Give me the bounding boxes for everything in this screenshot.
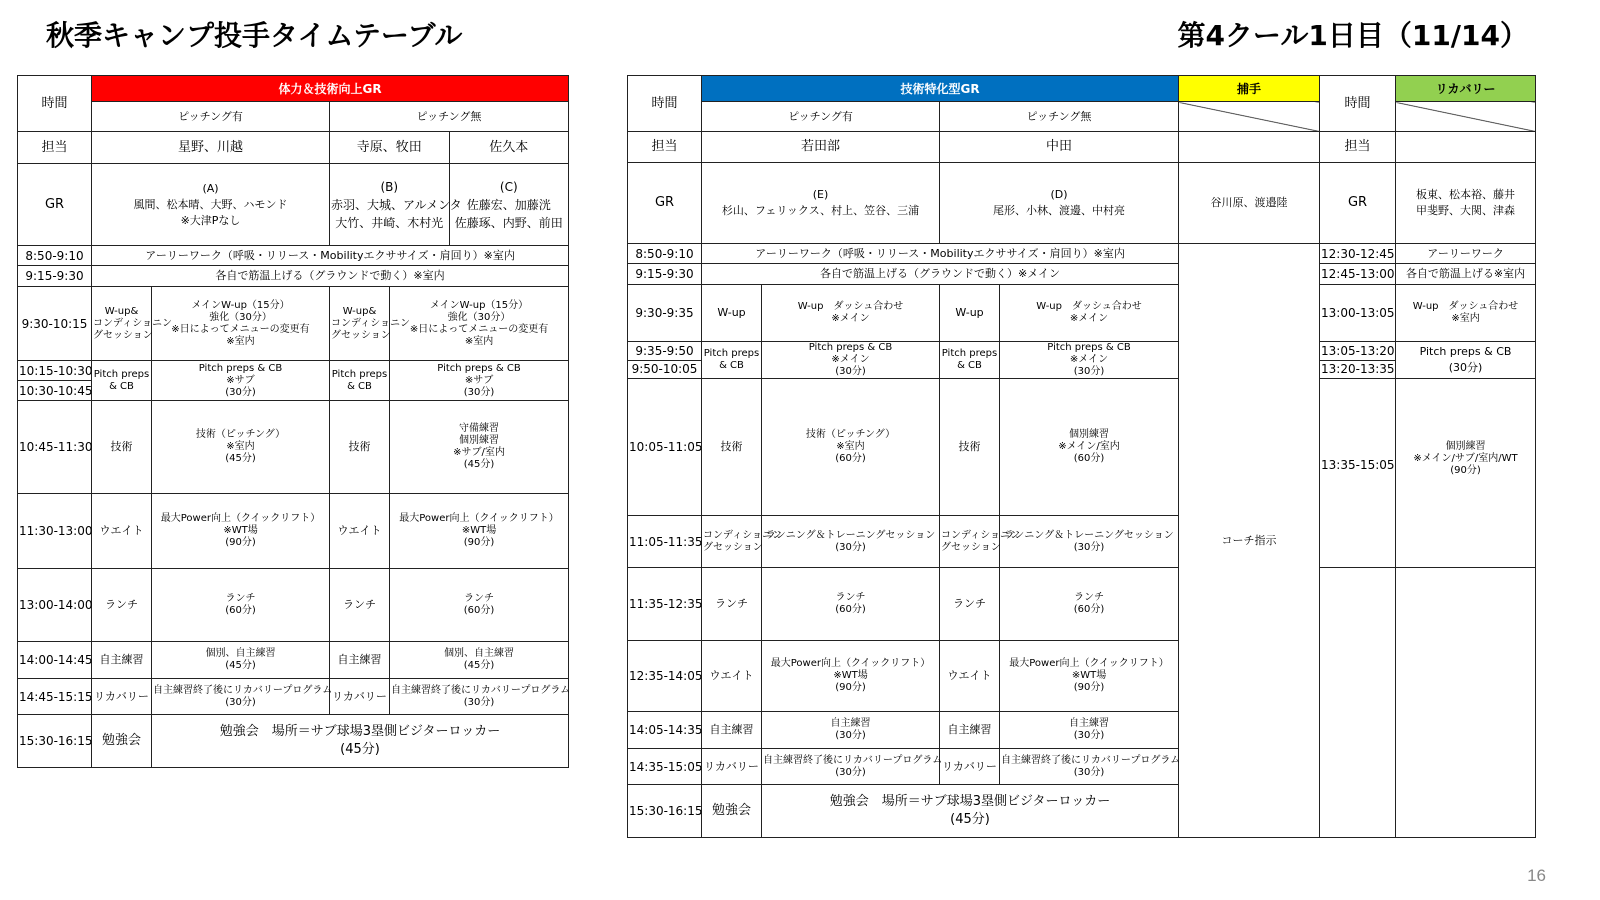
tanto-b — [330, 132, 569, 164]
tech-a-detail — [152, 401, 330, 494]
gr-label: GR — [628, 163, 702, 244]
time-cell: 10:05-11:05 — [628, 379, 702, 516]
main-wup-b — [390, 287, 569, 361]
lunch-a: ランチ — [92, 569, 152, 642]
recovery-e-detail — [762, 749, 943, 785]
recovery-time-cell: 13:00-13:05 — [1320, 285, 1396, 342]
cell-line: 個別練習 — [1445, 441, 1486, 452]
tanto-label: 担当 — [628, 132, 702, 163]
pitch-preps-a-detail — [152, 361, 330, 401]
tech-b-detail — [390, 401, 569, 494]
cell-line: ※日によってメニューの変更有 — [409, 323, 549, 335]
tanto-label-2: 担当 — [1320, 132, 1396, 163]
pitch-preps-e-detail — [762, 342, 940, 379]
cell-line: ランニング＆トレーニングセッション — [765, 529, 936, 541]
cell-line: 風間、松本晴、大野、ハモンド — [133, 197, 288, 211]
cell-line: 個別、自主練習 — [205, 648, 276, 659]
cell-line: ※WT場 — [1071, 670, 1107, 681]
cell-line: ※メイン/室内 — [1058, 441, 1120, 452]
tanto-c-name: 佐久本 — [489, 139, 529, 155]
cell-line: 個別練習 — [459, 435, 500, 446]
cell-line: 自主練習 — [1069, 718, 1110, 729]
pitching-yes-header: ピッチング有 — [702, 102, 940, 132]
cell-line: ランチ — [464, 593, 495, 604]
left-schedule-table — [17, 75, 569, 768]
cell-line: (45分) — [463, 459, 495, 470]
cell-line: 最大Power向上（クイックリフト） — [160, 513, 321, 524]
cell-line: (90分) — [1073, 682, 1105, 693]
cell-line: (60分) — [835, 453, 866, 464]
time-cell: 10:30-10:45 — [18, 381, 92, 401]
self-practice-d-detail — [1000, 712, 1179, 749]
cell-line: ランチ — [835, 592, 866, 603]
lunch-b-detail — [390, 569, 569, 642]
time-cell: 14:35-15:05 — [628, 749, 702, 785]
tech-b: 技術 — [330, 401, 390, 494]
cell-line: (30分) — [225, 696, 256, 708]
cell-line: ※WT場 — [461, 525, 497, 536]
study-session-detail — [762, 785, 1179, 838]
time-header: 時間 — [628, 76, 702, 132]
cell-line: (60分) — [463, 605, 495, 616]
cell-line: ※メイン — [831, 313, 870, 324]
pitching-no-header: ピッチング無 — [940, 102, 1179, 132]
wup-d-detail — [1000, 285, 1179, 342]
recovery-pitch-preps — [1396, 342, 1536, 379]
self-practice-e: 自主練習 — [702, 712, 762, 749]
cell-line: ※室内 — [226, 441, 255, 452]
lunch-e-detail — [762, 568, 940, 641]
cell-line: ※サブ — [464, 374, 494, 386]
cell-line: ※サブ/室内 — [453, 447, 505, 458]
cell-line: ※サブ — [226, 374, 255, 386]
wup-a — [92, 287, 172, 361]
cell-line: Pitch preps — [941, 348, 998, 359]
tech-a: 技術 — [92, 401, 152, 494]
tech-d-detail — [1000, 379, 1179, 516]
gr-e — [702, 163, 940, 244]
cell-line: (60分) — [1073, 604, 1105, 615]
cell-line: (90分) — [1450, 465, 1481, 476]
tanto-b-name: 寺原、牧田 — [330, 132, 449, 163]
recovery-individual — [1396, 379, 1536, 568]
conditioning-e-detail — [762, 516, 940, 568]
group-header-tech: 技術特化型GR — [702, 76, 1179, 102]
cell-line: Pitch preps & CB — [1419, 345, 1512, 358]
main-wup-a — [152, 287, 330, 361]
time-cell: 14:45-15:15 — [18, 679, 92, 715]
cell-line: 技術（ピッチング） — [195, 429, 286, 440]
recovery-empty — [1396, 568, 1536, 838]
recovery-a-detail — [152, 679, 333, 715]
conditioning-d-detail — [1000, 516, 1179, 568]
gr-recovery — [1396, 163, 1536, 244]
time-cell: 11:35-12:35 — [628, 568, 702, 641]
time-cell: 11:05-11:35 — [628, 516, 702, 568]
cell-line: ランニング＆トレーニングセッション — [1004, 529, 1174, 541]
lunch-e: ランチ — [702, 568, 762, 641]
right-schedule-table — [627, 75, 1536, 838]
recovery-b: リカバリー — [330, 679, 390, 715]
study-session: 勉強会 — [92, 715, 152, 768]
study-session-detail — [152, 715, 569, 768]
cell-line: 佐藤宏、加藤洸 — [466, 197, 551, 212]
cell-line: (30分) — [1073, 541, 1105, 553]
cell-line: W-up ダッシュ合わせ — [797, 301, 904, 312]
cell-line: W-up& — [104, 305, 139, 317]
cell-line: 最大Power向上（クイックリフト） — [1009, 658, 1169, 669]
gr-catcher: 谷川原、渡邉陸 — [1179, 163, 1320, 244]
cell-line: ※日によってメニューの変更有 — [171, 323, 310, 335]
conditioning-d — [940, 516, 1020, 568]
weight-d-detail — [1000, 641, 1179, 712]
cell-line: メインW-up（15分） — [429, 299, 529, 311]
cell-line: (30分) — [463, 696, 495, 708]
cell-line: グセッション — [703, 541, 763, 553]
warm-up-self: 各自で筋温上げる（グラウンドで動く）※室内 — [92, 266, 569, 287]
cell-line: ランチ — [1074, 592, 1105, 603]
gr-label-2: GR — [1320, 163, 1396, 244]
weight-a-detail — [152, 494, 330, 569]
tanto-catcher — [1179, 132, 1320, 163]
time-header-2: 時間 — [1320, 76, 1396, 132]
cell-line: 甲斐野、大関、津森 — [1416, 204, 1516, 217]
recovery-time-cell: 12:45-13:00 — [1320, 264, 1396, 285]
cell-line: グセッション — [93, 329, 153, 341]
cell-line: 強化（30分） — [447, 311, 511, 323]
cell-line: ※室内 — [1451, 313, 1480, 324]
recovery-d-detail — [1000, 749, 1179, 785]
cell-line: (30分) — [835, 541, 866, 553]
cell-line: & CB — [719, 360, 744, 371]
pitch-preps-d-detail — [1000, 342, 1179, 379]
time-cell: 10:15-10:30 — [18, 361, 92, 381]
cell-line: 杉山、フェリックス、村上、笠谷、三浦 — [721, 204, 920, 217]
time-cell: 14:05-14:35 — [628, 712, 702, 749]
cell-line: ランチ — [225, 593, 256, 604]
recovery-empty-time — [1320, 568, 1396, 838]
time-cell: 13:00-14:00 — [18, 569, 92, 642]
time-cell: 9:30-10:15 — [18, 287, 92, 361]
lunch-b: ランチ — [330, 569, 390, 642]
gr-label: GR — [18, 164, 92, 246]
cell-line: 最大Power向上（クイックリフト） — [399, 513, 559, 524]
cell-line: (30分) — [1448, 361, 1483, 374]
cell-line: W-up ダッシュ合わせ — [1036, 301, 1142, 312]
weight-b-detail — [390, 494, 569, 569]
recovery-time-cell: 13:20-13:35 — [1320, 360, 1396, 379]
cell-line: Pitch preps & CB — [808, 342, 893, 353]
cell-line: ※メイン — [1069, 313, 1109, 324]
self-practice-d: 自主練習 — [940, 712, 1000, 749]
recovery-wup — [1396, 285, 1536, 342]
lunch-d-detail — [1000, 568, 1179, 641]
time-cell: 8:50-9:10 — [18, 246, 92, 266]
tanto-d: 中田 — [940, 132, 1179, 163]
weight-d: ウエイト — [940, 641, 1000, 712]
cell-line: (45分) — [950, 812, 990, 827]
cell-line: 自主練習終了後にリカバリープログラム — [763, 754, 943, 766]
time-cell: 14:00-14:45 — [18, 642, 92, 679]
cell-line: (E) — [812, 188, 829, 201]
warm-up-self: 各自で筋温上げる（グラウンドで動く）※メイン — [702, 264, 1179, 285]
gr-d — [940, 163, 1179, 244]
cell-line: (60分) — [835, 604, 866, 615]
weight-e: ウエイト — [702, 641, 762, 712]
wup-e: W-up — [702, 285, 762, 342]
cell-line: W-up ダッシュ合わせ — [1412, 301, 1519, 312]
time-cell: 15:30-16:15 — [18, 715, 92, 768]
cell-line: 技術（ピッチング） — [805, 429, 896, 440]
time-cell: 9:15-9:30 — [628, 264, 702, 285]
pitch-preps-d — [940, 342, 1000, 379]
study-session: 勉強会 — [702, 785, 762, 838]
cell-line: 個別、自主練習 — [444, 648, 515, 659]
pitch-preps-b-detail — [390, 361, 569, 401]
lunch-a-detail — [152, 569, 330, 642]
cell-line: ※メイン/サブ/室内/WT — [1413, 453, 1518, 464]
recovery-time-cell: 13:35-15:05 — [1320, 379, 1396, 568]
time-cell: 9:35-9:50 — [628, 342, 702, 361]
recovery-time-cell: 12:30-12:45 — [1320, 244, 1396, 264]
cell-line: (D) — [1050, 188, 1068, 201]
cell-line: 個別練習 — [1069, 429, 1110, 440]
cell-line: (30分) — [225, 386, 256, 398]
time-cell: 11:30-13:00 — [18, 494, 92, 569]
self-practice-b-detail — [390, 642, 569, 679]
recovery-e: リカバリー — [702, 749, 762, 785]
wup-e-detail — [762, 285, 940, 342]
cell-line: メインW-up（15分） — [191, 299, 290, 311]
cell-line: ※メイン — [831, 354, 870, 365]
tanto-recovery — [1396, 132, 1536, 163]
tanto-a: 星野、川越 — [92, 132, 330, 164]
cell-line: (A) — [202, 181, 219, 195]
cell-line: Pitch preps & CB — [198, 362, 283, 374]
cell-line: (45分) — [340, 742, 380, 757]
cell-line: (90分) — [225, 537, 256, 548]
self-practice-b: 自主練習 — [330, 642, 390, 679]
gr-c — [449, 164, 568, 245]
pitch-preps-e — [702, 342, 762, 379]
cell-line: ※WT場 — [223, 525, 258, 536]
page-subtitle: 第4クール1日目（11/14） — [1177, 19, 1528, 52]
self-practice-a: 自主練習 — [92, 642, 152, 679]
wup-b — [330, 287, 410, 361]
self-practice-a-detail — [152, 642, 330, 679]
time-header: 時間 — [18, 76, 92, 132]
cell-line: 佐藤琢、内野、前田 — [454, 215, 563, 230]
cell-line: 自主練習終了後にリカバリープログラム — [391, 684, 571, 696]
cell-line: 強化（30分） — [209, 311, 272, 323]
gr-a — [92, 164, 330, 246]
recovery-warm: 各自で筋温上げる※室内 — [1396, 264, 1536, 285]
weight-e-detail — [762, 641, 940, 712]
early-work: アーリーワーク（呼吸・リリース・Mobilityエクササイズ・肩回り）※室内 — [92, 246, 569, 266]
cell-line: (30分) — [835, 730, 866, 741]
cell-line: & CB — [347, 380, 372, 392]
cell-line: 勉強会 場所＝サブ球場3塁側ビジターロッカー — [219, 724, 501, 739]
conditioning-e — [702, 516, 782, 568]
cell-line: グセッション — [941, 541, 1001, 553]
time-cell: 9:15-9:30 — [18, 266, 92, 287]
self-practice-e-detail — [762, 712, 940, 749]
gr-b — [330, 164, 462, 245]
cell-line: 自主練習終了後にリカバリープログラム — [1001, 754, 1181, 766]
page-title: 秋季キャンプ投手タイムテーブル — [46, 19, 463, 52]
cell-line: (30分) — [835, 366, 866, 377]
recovery-a: リカバリー — [92, 679, 152, 715]
time-cell: 9:50-10:05 — [628, 360, 702, 379]
cell-line: 最大Power向上（クイックリフト） — [770, 658, 931, 669]
cell-line: コンディショニン — [93, 317, 172, 329]
cell-line: Pitch preps & CB — [437, 362, 521, 374]
tech-e-detail — [762, 379, 940, 516]
cell-line: Pitch preps — [703, 348, 760, 359]
weight-b: ウエイト — [330, 494, 390, 569]
cell-line: (30分) — [463, 386, 495, 398]
time-cell: 9:30-9:35 — [628, 285, 702, 342]
cell-line: (B) — [380, 179, 399, 194]
weight-a: ウエイト — [92, 494, 152, 569]
cell-line: グセッション — [331, 329, 391, 341]
cell-line: 大竹、井崎、木村光 — [335, 215, 444, 230]
cell-line: 自主練習 — [830, 718, 871, 729]
cell-line: 守備練習 — [459, 423, 500, 434]
page-number: 16 — [1527, 866, 1546, 885]
cell-line: 尾形、小林、渡邊、中村亮 — [993, 204, 1126, 217]
cell-line: ※大津Pなし — [180, 213, 241, 227]
cell-line: & CB — [957, 360, 982, 371]
time-cell: 12:35-14:05 — [628, 641, 702, 712]
cell-line: Pitch preps & CB — [1047, 342, 1131, 353]
cell-line: ※室内 — [464, 335, 494, 347]
tech-e: 技術 — [702, 379, 762, 516]
catcher-header: 捕手 — [1179, 76, 1320, 102]
cell-line: Pitch preps — [93, 368, 150, 380]
cell-line: (30分) — [1073, 730, 1105, 741]
recovery-time-cell: 13:05-13:20 — [1320, 342, 1396, 361]
cell-line: (C) — [499, 179, 518, 194]
cell-line: 板東、松本裕、藤井 — [1416, 188, 1516, 201]
recovery-early-work: アーリーワーク — [1396, 244, 1536, 264]
time-cell: 8:50-9:10 — [628, 244, 702, 264]
early-work: アーリーワーク（呼吸・リリース・Mobilityエクササイズ・肩回り）※室内 — [702, 244, 1179, 264]
coach-instruction: コーチ指示 — [1179, 244, 1320, 838]
tanto-e: 若田部 — [702, 132, 940, 163]
cell-line: (60分) — [1073, 453, 1105, 464]
cell-line: W-up& — [342, 305, 377, 317]
time-cell: 15:30-16:15 — [628, 785, 702, 838]
cell-line: (45分) — [463, 660, 495, 671]
pitch-preps-a — [92, 361, 152, 401]
pitching-yes-header: ピッチング有 — [92, 102, 330, 132]
cell-line: (90分) — [835, 682, 866, 693]
cell-line: コンディショニン — [941, 529, 1020, 541]
cell-line: (30分) — [1073, 766, 1105, 778]
time-cell: 10:45-11:30 — [18, 401, 92, 494]
cell-line: 勉強会 場所＝サブ球場3塁側ビジターロッカー — [829, 794, 1111, 809]
cell-line: 赤羽、大城、アルメンタ — [331, 197, 462, 212]
cell-line: 自主練習終了後にリカバリープログラム — [153, 684, 333, 696]
cell-line: ※室内 — [226, 335, 255, 347]
cell-line: Pitch preps — [331, 368, 388, 380]
recovery-d: リカバリー — [940, 749, 1000, 785]
lunch-d: ランチ — [940, 568, 1000, 641]
gr-bc — [330, 164, 569, 246]
cell-line: (45分) — [225, 660, 256, 671]
wup-d: W-up — [940, 285, 1000, 342]
tanto-label: 担当 — [18, 132, 92, 164]
cell-line: (45分) — [225, 453, 256, 464]
pitching-no-header: ピッチング無 — [330, 102, 569, 132]
recovery-header: リカバリー — [1396, 76, 1536, 102]
cell-line: ※メイン — [1069, 354, 1109, 365]
tech-d: 技術 — [940, 379, 1000, 516]
catcher-diagonal — [1179, 102, 1320, 132]
cell-line: ※室内 — [836, 441, 865, 452]
recovery-diagonal — [1396, 102, 1536, 132]
pitch-preps-b — [330, 361, 390, 401]
cell-line: ※WT場 — [833, 670, 868, 681]
cell-line: コンディショニン — [331, 317, 410, 329]
cell-line: (60分) — [225, 605, 256, 616]
cell-line: (90分) — [463, 537, 495, 548]
group-header-stamina: 体力＆技術向上GR — [92, 76, 569, 102]
cell-line: (30分) — [1073, 366, 1105, 377]
cell-line: & CB — [109, 380, 134, 392]
cell-line: (30分) — [835, 766, 866, 778]
cell-line: コンディショニン — [703, 529, 782, 541]
recovery-b-detail — [390, 679, 569, 715]
